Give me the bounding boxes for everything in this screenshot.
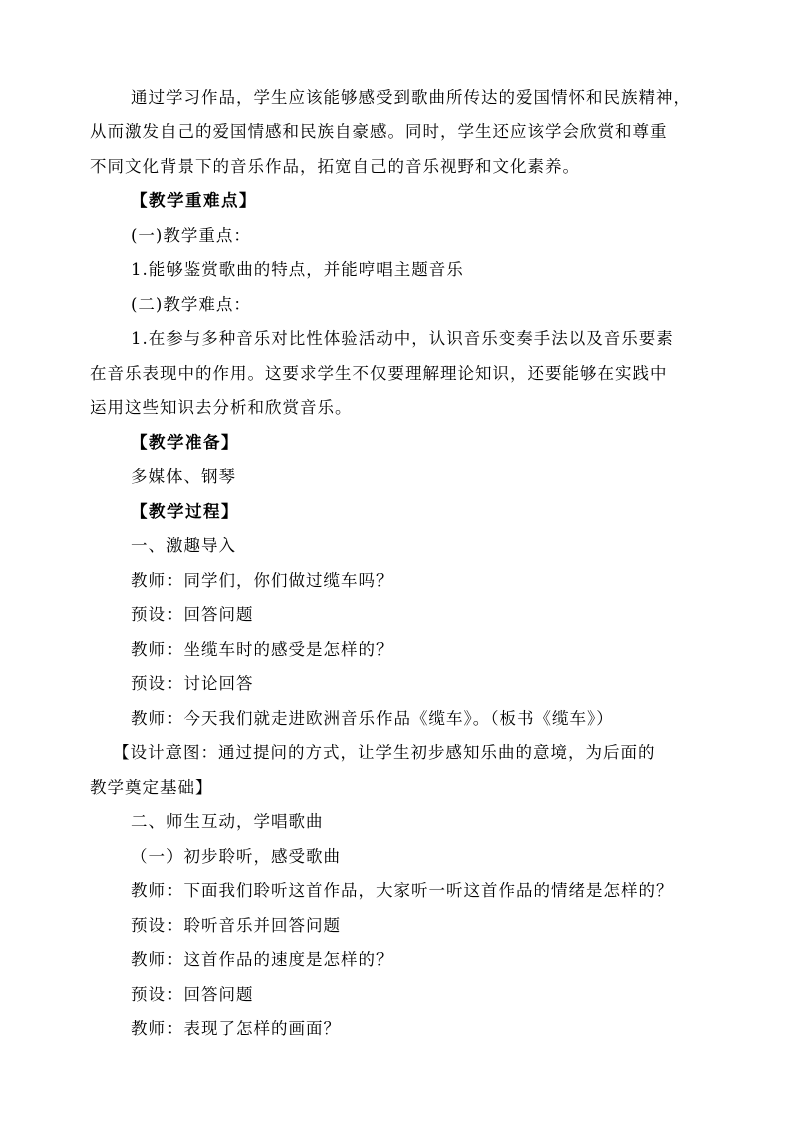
- paragraph-line: 通过学习作品，学生应该能够感受到歌曲所传达的爱国情怀和民族精神，: [131, 88, 691, 107]
- section-heading: 【教学准备】: [131, 433, 239, 452]
- subheading: (二)教学难点：: [131, 295, 251, 314]
- paragraph-line: 多媒体、钢琴: [131, 467, 236, 486]
- design-intent-line: 【设计意图：通过提问的方式，让学生初步感知乐曲的意境，为后面的: [113, 743, 656, 762]
- subheading: （一）初步聆听，感受歌曲: [131, 847, 341, 866]
- dialogue-line: 预设：回答问题: [131, 985, 254, 1004]
- dialogue-line: 预设：讨论回答: [131, 674, 254, 693]
- dialogue-line: 预设：回答问题: [131, 605, 254, 624]
- dialogue-line: 教师：同学们，你们做过缆车吗？: [131, 571, 394, 590]
- list-item: 1.能够鉴赏歌曲的特点，并能哼唱主题音乐: [131, 260, 464, 279]
- dialogue-line: 教师：表现了怎样的画面？: [131, 1019, 341, 1038]
- dialogue-line: 教师：下面我们聆听这首作品，大家听一听这首作品的情绪是怎样的？: [131, 881, 674, 900]
- paragraph-line: 从而激发自己的爱国情感和民族自豪感。同时，学生还应该学会欣赏和尊重: [90, 122, 668, 141]
- dialogue-line: 教师：坐缆车时的感受是怎样的？: [131, 640, 394, 659]
- section-heading: 【教学过程】: [131, 502, 239, 521]
- dialogue-line: 教师：这首作品的速度是怎样的？: [131, 950, 394, 969]
- design-intent-line: 教学奠定基础】: [90, 778, 213, 797]
- section-heading: 【教学重难点】: [131, 191, 257, 210]
- dialogue-line: 预设：聆听音乐并回答问题: [131, 916, 341, 935]
- paragraph-line: 运用这些知识去分析和欣赏音乐。: [90, 398, 353, 417]
- subheading: 二、师生互动，学唱歌曲: [131, 812, 324, 831]
- list-item: 1.在参与多种音乐对比性体验活动中，认识音乐变奏手法以及音乐要素: [131, 329, 674, 348]
- paragraph-line: 在音乐表现中的作用。这要求学生不仅要理解理论知识，还要能够在实践中: [90, 364, 668, 383]
- subheading: 一、激趣导入: [131, 536, 236, 555]
- dialogue-line: 教师：今天我们就走进欧洲音乐作品《缆车》。（板书《缆车》）: [131, 709, 614, 728]
- paragraph-line: 不同文化背景下的音乐作品，拓宽自己的音乐视野和文化素养。: [90, 157, 580, 176]
- subheading: (一)教学重点：: [131, 226, 251, 245]
